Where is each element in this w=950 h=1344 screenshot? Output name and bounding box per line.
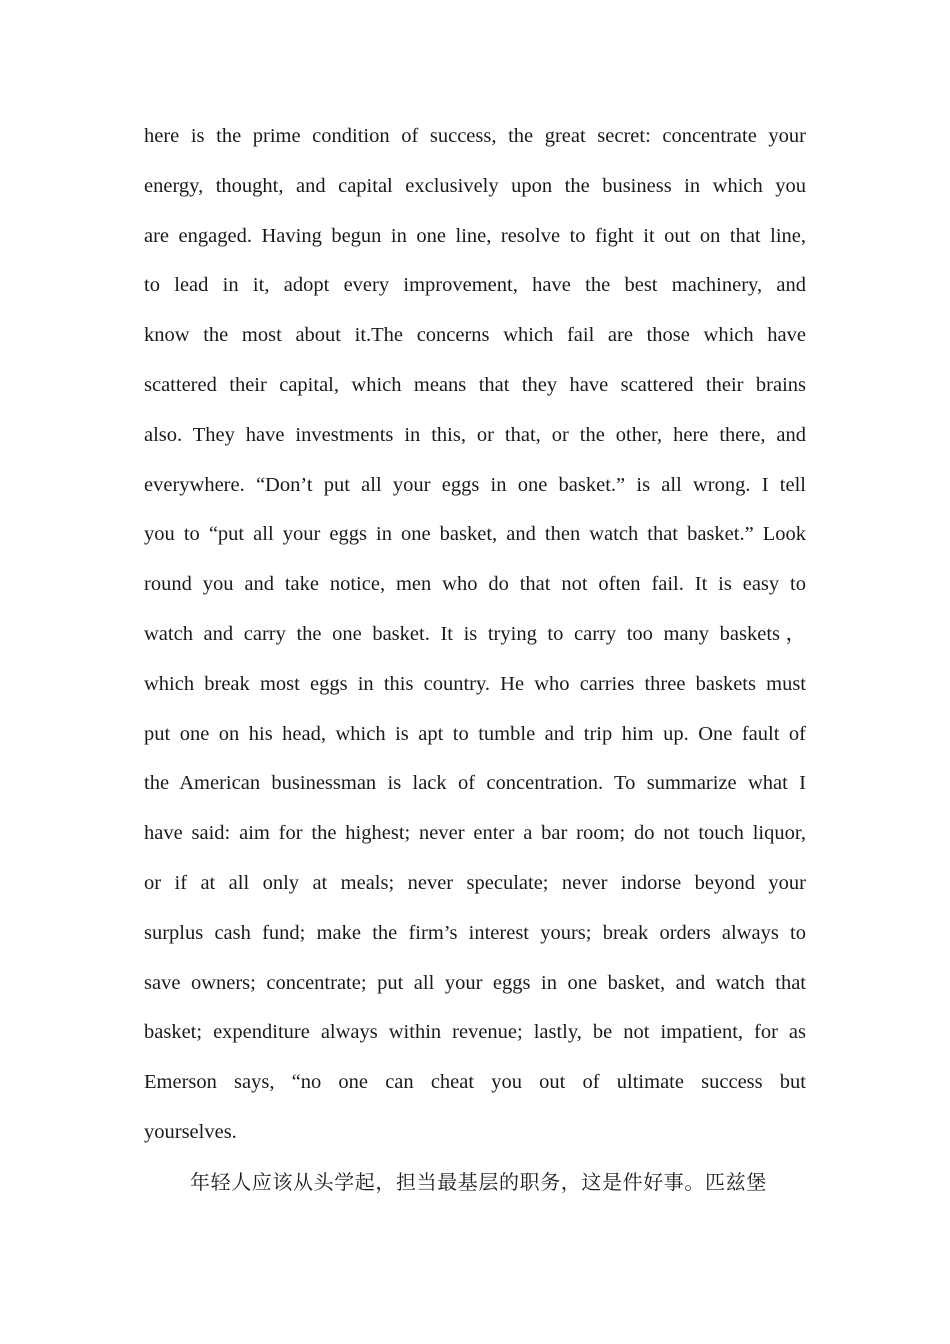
text-line: or if at all only at meals; never speculate; never indorse beyond your xyxy=(144,871,806,894)
text-line: everywhere. “Don’t put all your eggs in one basket.” is all wrong. I tell xyxy=(144,473,806,496)
text-line: basket; expenditure always within revenue; lastly, be not impatient, for as xyxy=(144,1021,806,1044)
text-line: watch and carry the one basket. It is trying to carry too many baskets， xyxy=(144,622,806,645)
chinese-text-line: 年轻人应该从头学起，担当最基层的职务，这是件好事。匹兹堡 xyxy=(190,1169,767,1194)
text-line: also. They have investments in this, or that, or the other, here there, and xyxy=(144,423,806,446)
english-paragraph xyxy=(144,112,806,1158)
text-line: to lead in it, adopt every improvement, have the best machinery, and xyxy=(144,274,806,297)
text-line: round you and take notice, men who do that not often fail. It is easy to xyxy=(144,573,806,596)
document-body xyxy=(144,112,806,1208)
text-line: which break most eggs in this country. He who carries three baskets must xyxy=(144,672,806,695)
text-line: energy, thought, and capital exclusively upon the business in which you xyxy=(144,174,806,197)
text-line: surplus cash fund; make the firm’s interest yours; break orders always to xyxy=(144,921,806,944)
text-line: you to “put all your eggs in one basket, and then watch that basket.” Look xyxy=(144,523,806,546)
chinese-paragraph xyxy=(144,1158,806,1208)
text-line: save owners; concentrate; put all your eggs in one basket, and watch that xyxy=(144,971,806,994)
text-line-last: yourselves. xyxy=(144,1120,237,1143)
text-line: scattered their capital, which means that they have scattered their brains xyxy=(144,373,806,396)
text-line: here is the prime condition of success, the great secret: concentrate your xyxy=(144,125,806,147)
text-line: the American businessman is lack of concentration. To summarize what I xyxy=(144,772,806,795)
text-line: know the most about it.The concerns which fail are those which have xyxy=(144,324,806,347)
text-line: put one on his head, which is apt to tumble and trip him up. One fault of xyxy=(144,722,806,745)
text-line: are engaged. Having begun in one line, resolve to fight it out on that line, xyxy=(144,224,806,247)
text-line: have said: aim for the highest; never enter a bar room; do not touch liquor, xyxy=(144,822,806,845)
text-line: Emerson says, “no one can cheat you out of ultimate success but xyxy=(144,1071,806,1094)
